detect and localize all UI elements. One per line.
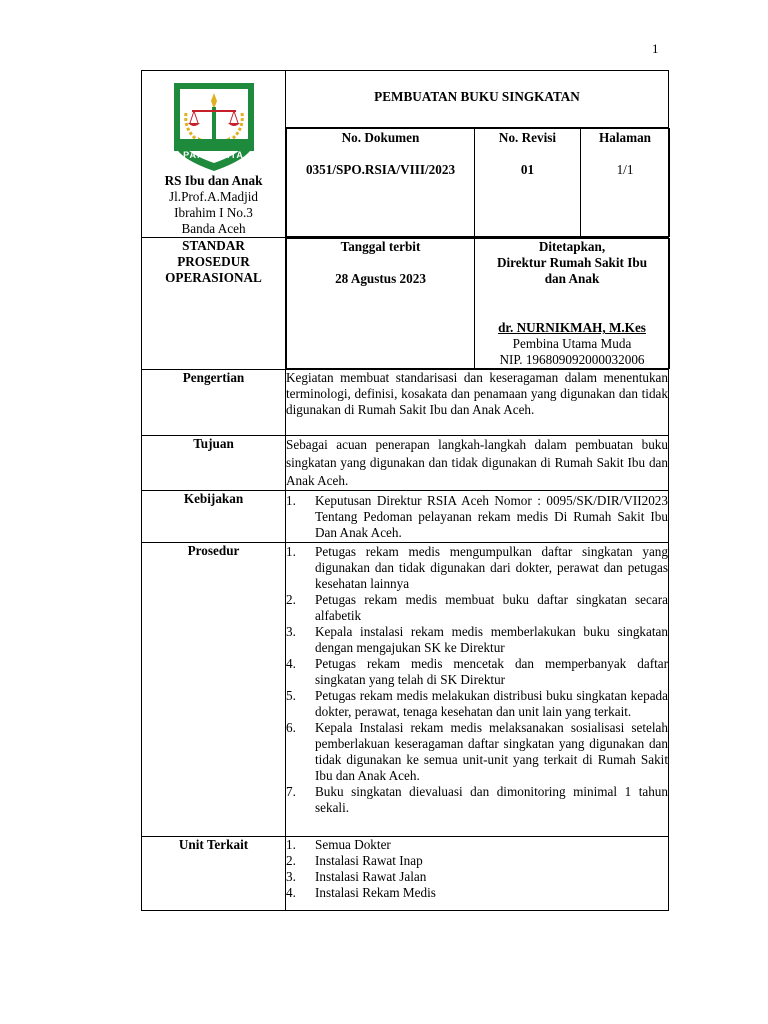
tujuan-text: Sebagai acuan penerapan langkah-langkah dalam pembuatan buku singkatan yang digunakan dan tidak digunakan di Rumah Sakit Ibu dan Anak Aceh. (286, 436, 669, 491)
list-item: 1. Keputusan Direktur RSIA Aceh Nomor : 0095/SK/DIR/VII2023 Tentang Pedoman pelayanan rekam medis Di Rumah Sakit Ibu Dan Anak Aceh. (286, 493, 668, 540)
prosedur-list (286, 544, 668, 816)
set-by-line-1: Ditetapkan, (538, 239, 606, 254)
kebijakan-list (286, 493, 668, 541)
list-item: 3. Kepala instalasi rekam medis memberlakukan buku singkatan dengan mengajukan SK ke Direktur (286, 624, 668, 655)
list-item: 7. Buku singkatan dievaluasi dan dimonitoring minimal 1 tahun sekali. (286, 784, 668, 815)
list-item: 5. Petugas rekam medis melakukan distribusi buku singkatan kepada dokter, perawat, tenaga kesehatan dan unit lain yang terkait. (286, 688, 668, 719)
signatory-name: dr. NURNIKMAH, M.Kes (498, 320, 646, 335)
unit-terkait-list (286, 837, 668, 901)
prosedur-cell (286, 543, 669, 837)
page-value: 1/1 (616, 162, 634, 178)
page-label: Halaman (598, 130, 652, 146)
hospital-identity-cell (142, 71, 286, 238)
spo-document-table (141, 70, 669, 911)
tujuan-label: Tujuan (142, 436, 286, 491)
kebijakan-cell (286, 491, 669, 543)
prosedur-label: Prosedur (142, 543, 286, 837)
issued-date: 28 Agustus 2023 (335, 271, 426, 286)
signatory-nip: NIP. 196809092000032006 (499, 352, 645, 367)
spo-line-3: OPERASIONAL (165, 270, 262, 285)
pengertian-text: Kegiatan membuat standarisasi dan keseragaman dalam menentukan terminologi, definisi, kosakata dan penamaan yang digunakan dan tidak digunakan di Rumah Sakit Ibu dan Anak Aceh. (286, 370, 669, 436)
document-meta-cell (286, 128, 669, 238)
list-item: 2. Petugas rekam medis membuat buku daftar singkatan secara alfabetik (286, 592, 668, 623)
set-by-line-2: Direktur Rumah Sakit Ibu (496, 255, 648, 270)
document-title: PEMBUATAN BUKU SINGKATAN (286, 71, 669, 128)
list-item: 6. Kepala Instalasi rekam medis melaksanakan sosialisasi setelah pemberlakuan keseragaman daftar singkatan yang digunakan dan tidak digunakan ke semua unit-unit yang terkait di Rumah Sakit Ibu dan Anak Aceh. (286, 720, 668, 783)
page-number: 1 (652, 41, 659, 56)
revision-label: No. Revisi (498, 130, 557, 146)
list-item: 3. Instalasi Rawat Jalan (286, 869, 427, 884)
signatory-rank: Pembina Utama Muda (512, 336, 632, 351)
issue-approval-cell (286, 238, 669, 370)
list-item: 4. Instalasi Rekam Medis (286, 885, 436, 900)
list-item: 1. Petugas rekam medis mengumpulkan daftar singkatan yang digunakan dan tidak digunakan dari dokter, perawat dan petugas kesehatan lainnya (286, 544, 668, 591)
unit-terkait-label: Unit Terkait (142, 837, 286, 911)
pengertian-label: Pengertian (142, 370, 286, 436)
hospital-address-line-3: Banda Aceh (181, 221, 246, 236)
unit-terkait-cell (286, 837, 669, 911)
set-by-line-3: dan Anak (544, 271, 600, 286)
doc-number-value: 0351/SPO.RSIA/VIII/2023 (305, 162, 456, 178)
issued-label: Tanggal terbit (340, 239, 421, 254)
spo-line-1: STANDAR (182, 238, 245, 253)
spo-label-cell (142, 238, 286, 370)
hospital-name: RS Ibu dan Anak (164, 173, 263, 188)
kebijakan-label: Kebijakan (142, 491, 286, 543)
hospital-address-line-2: Ibrahim I No.3 (174, 205, 253, 220)
doc-number-label: No. Dokumen (341, 130, 420, 146)
list-item: 1. Semua Dokter (286, 837, 391, 852)
spo-line-2: PROSEDUR (177, 254, 250, 269)
list-item: 2. Instalasi Rawat Inap (286, 853, 423, 868)
hospital-address-line-1: Jl.Prof.A.Madjid (168, 189, 258, 204)
revision-value: 01 (520, 162, 535, 178)
list-item: 4. Petugas rekam medis mencetak dan memperbanyak daftar singkatan yang telah di SK Direktur (286, 656, 668, 687)
